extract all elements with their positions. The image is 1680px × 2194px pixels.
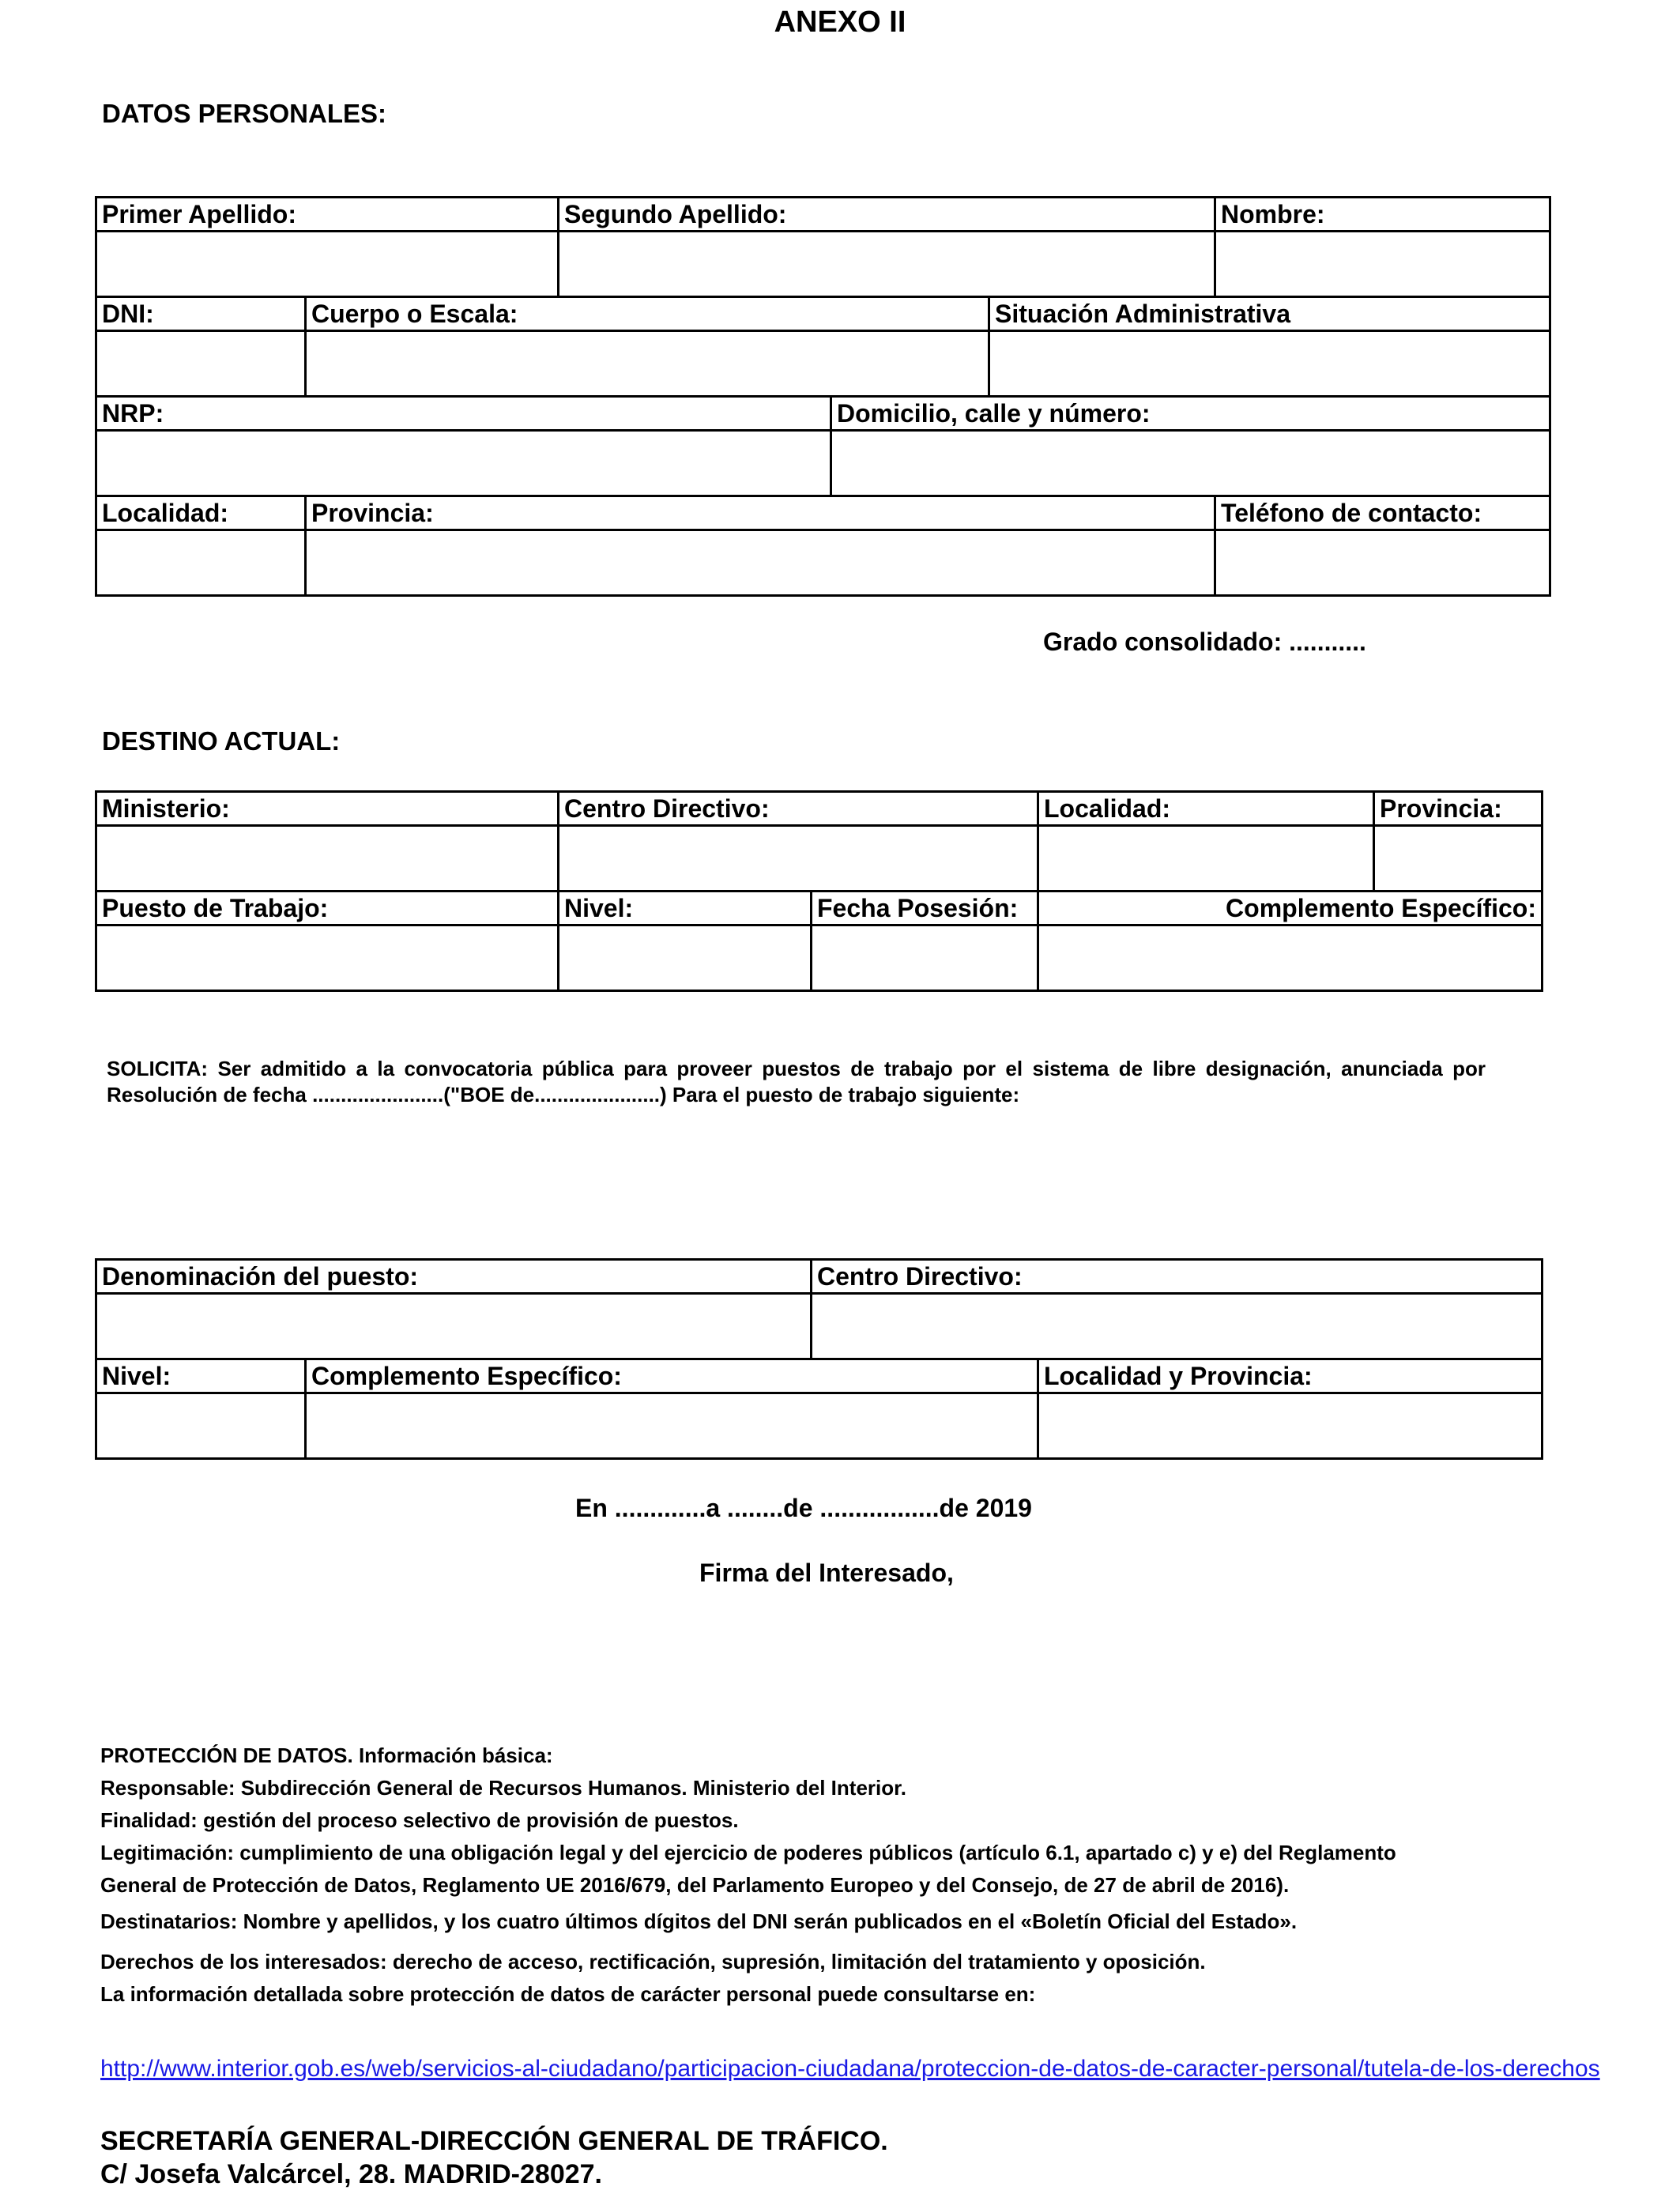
- destino-complemento-especifico-field[interactable]: [1038, 925, 1543, 991]
- proteccion-line: Destinatarios: Nombre y apellidos, y los cuatro últimos dígitos del DNI serán publicados en el «Boletín Oficial del Estado».: [100, 1909, 1298, 1933]
- puesto-centro-directivo-label: Centro Directivo:: [812, 1260, 1543, 1294]
- solicita-text: Ser admitido a la convocatoria pública para proveer puestos de trabajo por el sistema de libre designación, anunciada por Resolución de fecha .......................("BOE de......................) Para el puesto de trabajo siguiente:: [107, 1057, 1486, 1106]
- dni-field[interactable]: [96, 331, 306, 397]
- fecha-posesion-label: Fecha Posesión:: [812, 892, 1038, 925]
- destino-actual-table: [95, 790, 1543, 992]
- solicita-label: SOLICITA:: [107, 1057, 209, 1080]
- nrp-label: NRP:: [96, 397, 831, 431]
- grado-consolidado: Grado consolidado: ...........: [1043, 628, 1366, 656]
- proteccion-datos-heading: PROTECCIÓN DE DATOS. Información básica:: [100, 1744, 553, 1767]
- datos-personales-heading: DATOS PERSONALES:: [102, 99, 386, 128]
- destino-centro-directivo-field[interactable]: [559, 826, 1038, 892]
- destino-nivel-field[interactable]: [559, 925, 812, 991]
- proteccion-line: Finalidad: gestión del proceso selectivo de provisión de puestos.: [100, 1808, 739, 1832]
- puesto-centro-directivo-field[interactable]: [812, 1294, 1543, 1359]
- datos-personales-table: [95, 196, 1551, 597]
- proteccion-line: General de Protección de Datos, Reglamento UE 2016/679, del Parlamento Europeo y del Consejo, de 27 de abril de 2016).: [100, 1873, 1290, 1897]
- localidad-provincia-field[interactable]: [1038, 1393, 1543, 1459]
- destino-provincia-label: Provincia:: [1374, 792, 1543, 826]
- destino-localidad-label: Localidad:: [1038, 792, 1374, 826]
- fecha-posesion-field[interactable]: [812, 925, 1038, 991]
- primer-apellido-label: Primer Apellido:: [96, 198, 559, 232]
- situacion-administrativa-label: Situación Administrativa: [989, 297, 1550, 331]
- puesto-trabajo-label: Puesto de Trabajo:: [96, 892, 559, 925]
- segundo-apellido-field[interactable]: [559, 232, 1215, 297]
- nombre-label: Nombre:: [1215, 198, 1550, 232]
- proteccion-line: La información detallada sobre protección de datos de carácter personal puede consultarse en:: [100, 1982, 1036, 2006]
- footer-organismo: SECRETARÍA GENERAL-DIRECCIÓN GENERAL DE TRÁFICO.: [100, 2126, 888, 2156]
- solicita-paragraph: [107, 1056, 1486, 1108]
- fecha-linea: En .............a ........de .................de 2019: [575, 1494, 1032, 1522]
- dni-label: DNI:: [96, 297, 306, 331]
- proteccion-line: Derechos de los interesados: derecho de acceso, rectificación, supresión, limitación del tratamiento y oposición.: [100, 1950, 1206, 1973]
- puesto-complemento-especifico-label: Complemento Específico:: [306, 1359, 1038, 1393]
- nrp-field[interactable]: [96, 431, 831, 496]
- telefono-label: Teléfono de contacto:: [1215, 496, 1550, 530]
- domicilio-field[interactable]: [831, 431, 1550, 496]
- puesto-nivel-label: Nivel:: [96, 1359, 306, 1393]
- ministerio-field[interactable]: [96, 826, 559, 892]
- cuerpo-escala-field[interactable]: [306, 331, 989, 397]
- firma-interesado: Firma del Interesado,: [699, 1559, 954, 1587]
- domicilio-label: Domicilio, calle y número:: [831, 397, 1550, 431]
- destino-complemento-especifico-label: Complemento Específico:: [1038, 892, 1543, 925]
- denominacion-puesto-field[interactable]: [96, 1294, 812, 1359]
- denominacion-puesto-label: Denominación del puesto:: [96, 1260, 812, 1294]
- destino-centro-directivo-label: Centro Directivo:: [559, 792, 1038, 826]
- nombre-field[interactable]: [1215, 232, 1550, 297]
- document-title: ANEXO II: [774, 6, 906, 39]
- provincia-label: Provincia:: [306, 496, 1215, 530]
- destino-localidad-field[interactable]: [1038, 826, 1374, 892]
- proteccion-line: Legitimación: cumplimiento de una obligación legal y del ejercicio de poderes públicos (artículo 6.1, apartado c) y e) del Reglamento: [100, 1841, 1396, 1864]
- destino-actual-heading: DESTINO ACTUAL:: [102, 726, 341, 756]
- segundo-apellido-label: Segundo Apellido:: [559, 198, 1215, 232]
- destino-provincia-field[interactable]: [1374, 826, 1543, 892]
- localidad-label: Localidad:: [96, 496, 306, 530]
- tutela-derechos-link[interactable]: http://www.interior.gob.es/web/servicios-al-ciudadano/participacion-ciudadana/proteccion-de-datos-de-caracter-personal/tutela-de-los-derechos: [100, 2056, 1600, 2082]
- puesto-complemento-especifico-field[interactable]: [306, 1393, 1038, 1459]
- provincia-field[interactable]: [306, 530, 1215, 596]
- proteccion-line: Responsable: Subdirección General de Recursos Humanos. Ministerio del Interior.: [100, 1776, 907, 1800]
- telefono-field[interactable]: [1215, 530, 1550, 596]
- footer-direccion: C/ Josefa Valcárcel, 28. MADRID-28027.: [100, 2159, 602, 2189]
- puesto-trabajo-field[interactable]: [96, 925, 559, 991]
- puesto-solicitado-table: [95, 1258, 1543, 1460]
- ministerio-label: Ministerio:: [96, 792, 559, 826]
- situacion-administrativa-field[interactable]: [989, 331, 1550, 397]
- destino-nivel-label: Nivel:: [559, 892, 812, 925]
- puesto-nivel-field[interactable]: [96, 1393, 306, 1459]
- cuerpo-escala-label: Cuerpo o Escala:: [306, 297, 989, 331]
- localidad-field[interactable]: [96, 530, 306, 596]
- primer-apellido-field[interactable]: [96, 232, 559, 297]
- localidad-provincia-label: Localidad y Provincia:: [1038, 1359, 1543, 1393]
